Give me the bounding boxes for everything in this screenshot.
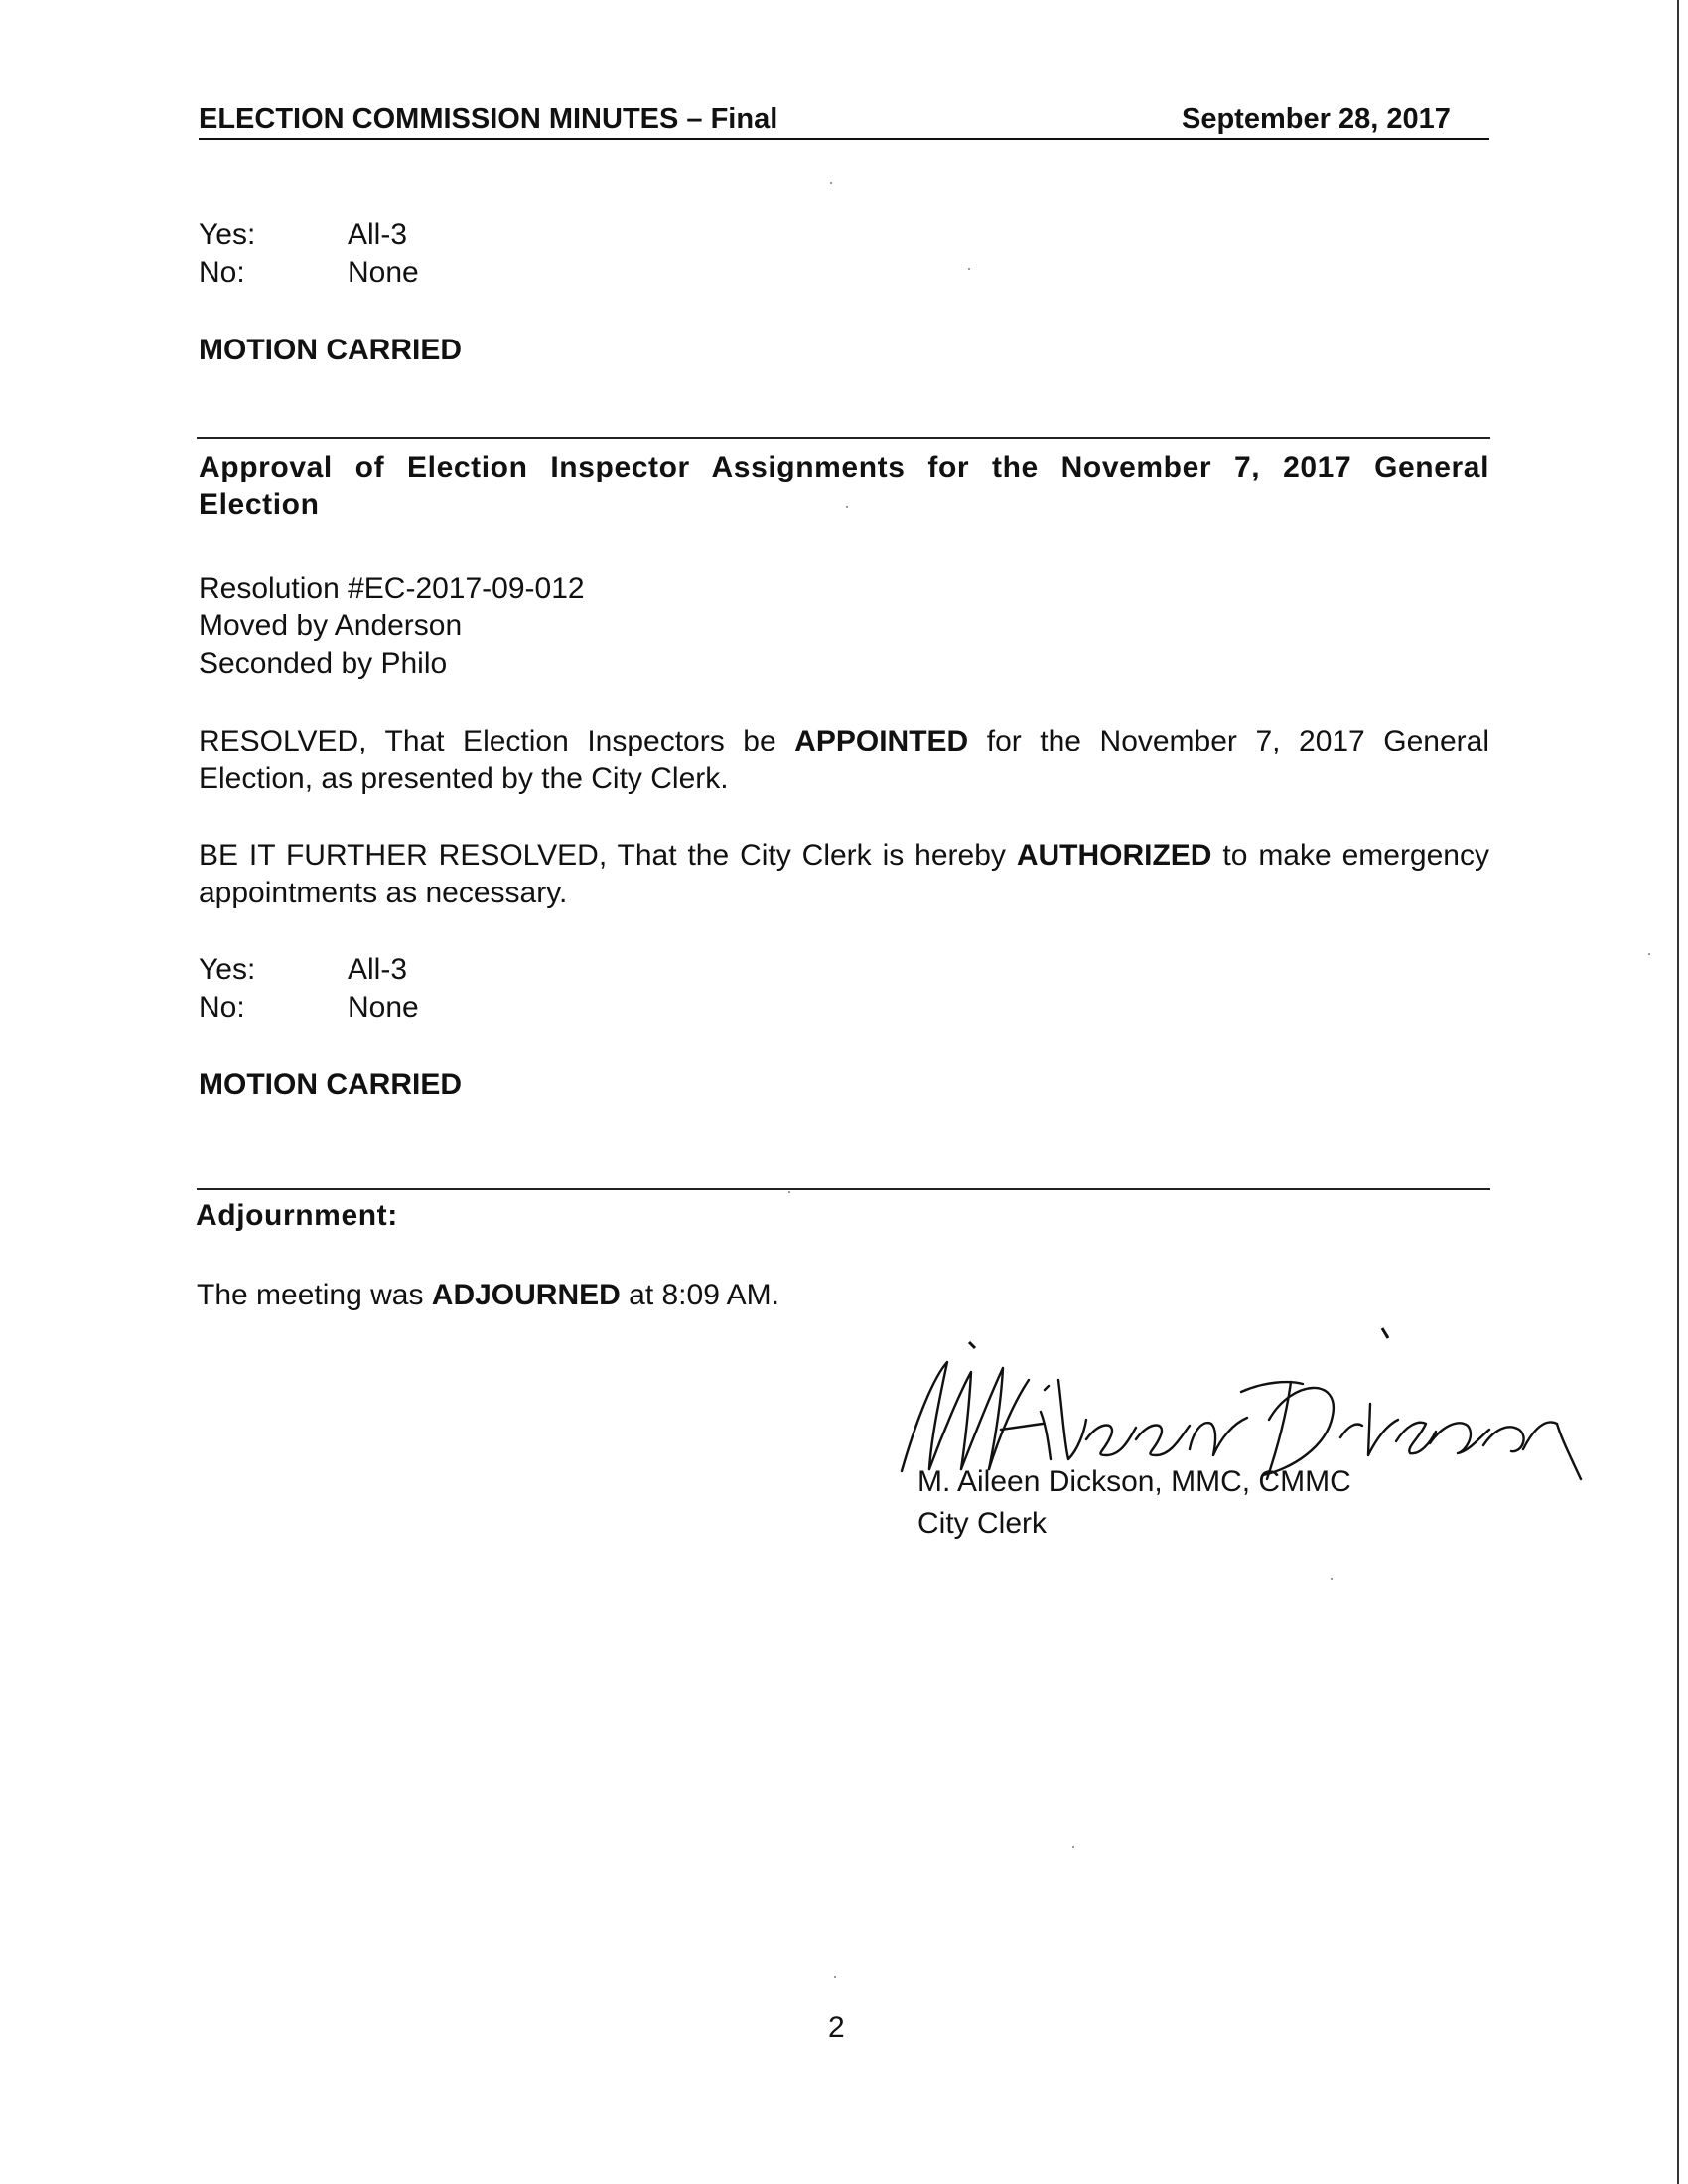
vote-yes-label: Yes: <box>199 218 256 251</box>
seconded-by: Seconded by Philo <box>199 647 448 680</box>
scan-speck <box>1072 1846 1074 1848</box>
vote-yes-value: All-3 <box>348 218 408 251</box>
adjournment-text: The meeting was ADJOURNED at 8:09 AM. <box>197 1279 779 1311</box>
document-date: September 28, 2017 <box>1182 103 1451 135</box>
authorized-emphasis: AUTHORIZED <box>1016 839 1212 872</box>
resolution-number: Resolution #EC-2017-09-012 <box>199 572 585 605</box>
page-number: 2 <box>828 2011 845 2044</box>
scan-speck <box>788 1191 790 1193</box>
section-divider <box>197 437 1490 439</box>
vote-no-value: None <box>348 256 419 289</box>
document-title: ELECTION COMMISSION MINUTES – Final <box>199 103 778 135</box>
vote-yes-value: All-3 <box>348 953 408 986</box>
adjourned-emphasis: ADJOURNED <box>431 1279 621 1311</box>
section-heading: Approval of Election Inspector Assignments for the November 7, 2017 General <box>199 451 1489 483</box>
signatory-name: M. Aileen Dickson, MMC, CMMC <box>917 1465 1351 1498</box>
scan-speck <box>830 182 832 184</box>
vote-yes-label: Yes: <box>199 953 256 986</box>
scan-speck <box>1648 953 1650 955</box>
scan-speck <box>834 1976 836 1978</box>
appointed-emphasis: APPOINTED <box>794 725 969 757</box>
vote-no-label: No: <box>199 991 245 1024</box>
scan-speck <box>968 268 970 270</box>
section-heading-cont: Election <box>199 488 320 521</box>
motion-result: MOTION CARRIED <box>199 1068 462 1101</box>
signatory-title: City Clerk <box>917 1507 1048 1540</box>
section-divider <box>197 1188 1490 1190</box>
scan-edge <box>1677 0 1679 2184</box>
scan-speck <box>1331 1578 1333 1580</box>
moved-by: Moved by Anderson <box>199 610 463 642</box>
scan-speck <box>846 506 848 508</box>
header-underline <box>199 138 1489 140</box>
vote-no-label: No: <box>199 256 245 289</box>
vote-no-value: None <box>348 991 419 1024</box>
resolution-paragraph: RESOLVED, That Election Inspectors be APPOINTED for the November 7, 2017 General Election, as presented by the City Clerk. <box>199 725 1490 795</box>
further-resolution-paragraph: BE IT FURTHER RESOLVED, That the City Clerk is hereby AUTHORIZED to make emergency appointments as necessary. <box>199 839 1489 909</box>
adjournment-heading: Adjournment: <box>196 1199 398 1232</box>
motion-result: MOTION CARRIED <box>199 334 462 366</box>
